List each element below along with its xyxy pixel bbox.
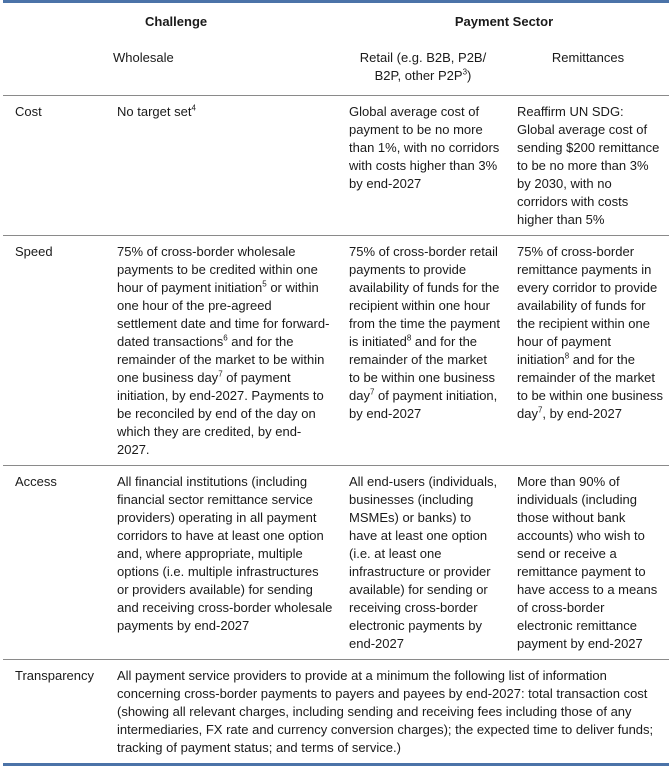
challenge-header: Challenge xyxy=(145,14,208,29)
speed-wholesale-footnote-1: 5 xyxy=(262,279,267,289)
speed-retail-footnote-1: 8 xyxy=(406,333,412,343)
speed-remit-text-a: 75% of cross-border remittance payments in every corridor to provide availability of funds for the recipient within one hour of payment initiation xyxy=(517,244,658,367)
speed-remit-footnote-1: 8 xyxy=(564,351,570,361)
access-row xyxy=(3,466,669,660)
cost-label: Cost xyxy=(3,96,107,236)
cost-row xyxy=(3,96,669,236)
speed-label: Speed xyxy=(3,236,107,466)
header-row xyxy=(3,2,669,38)
speed-wholesale-footnote-2: 6 xyxy=(223,333,228,343)
transparency-text: All payment service providers to provide at a minimum the following list of information concerning cross-border payments to payers and payees by end-2027: total transaction cost (showing all relevant charges, including sending and receiving fees including those of any intermediaries, FX rate and currency conversion charges); the expected time to deliver funds; tracking of payment status; and terms of service.) xyxy=(107,660,669,765)
cost-remittances: Reaffirm UN SDG: Global average cost of sending $200 remittance to be no more than 3% by 2030, with no corridors with costs higher than 5% xyxy=(507,96,669,236)
retail-header-line2: B2P, other P2P xyxy=(374,68,463,83)
retail-header-close: ) xyxy=(467,68,472,83)
speed-row xyxy=(3,236,669,466)
transparency-label: Transparency xyxy=(3,660,107,765)
wholesale-header: Wholesale xyxy=(113,50,174,65)
speed-remit-text-c: , by end-2027 xyxy=(542,406,622,421)
subheader-blank xyxy=(3,37,107,96)
remittances-header: Remittances xyxy=(551,50,625,65)
speed-retail-footnote-2: 7 xyxy=(369,387,375,397)
cost-retail: Global average cost of payment to be no more than 1%, with no corridors with costs higher than 3% by end-2027 xyxy=(339,96,507,236)
speed-wholesale-text-d: of payment initiation, by end-2027. Payments to be reconciled by end of the day on which they are credited, by end-2027. xyxy=(117,370,324,457)
speed-remit-text-b: and for the remainder of the market to be within one business day xyxy=(517,352,663,421)
access-label: Access xyxy=(3,466,107,660)
speed-wholesale xyxy=(107,236,339,466)
retail-header-footnote: 3 xyxy=(462,67,468,77)
speed-remittances xyxy=(507,236,669,466)
cost-wholesale-text: No target set xyxy=(117,104,192,119)
speed-remit-footnote-2: 7 xyxy=(537,405,543,415)
speed-wholesale-text-a: 75% of cross-border wholesale payments to be credited within one hour of payment initiation xyxy=(117,244,318,295)
access-retail: All end-users (individuals, businesses (including MSMEs) or banks) to have at least one option (i.e. at least one infrastructure or provider available) for sending or receiving cross-border electronic payments by end-2027 xyxy=(339,466,507,660)
targets-table xyxy=(3,0,669,766)
access-remittances: More than 90% of individuals (including those without bank accounts) who wish to send or receive a remittance payment to have access to a means of cross-border electronic remittance payment by end-2027 xyxy=(507,466,669,660)
payment-sector-header: Payment Sector xyxy=(454,14,554,29)
retail-header-line1: Retail (e.g. B2B, P2B/ xyxy=(359,50,487,65)
speed-wholesale-text-c: and for the remainder of the market to be within one business day xyxy=(117,334,325,385)
speed-retail-text-b: and for the remainder of the market to be within one business day xyxy=(349,334,495,403)
cost-wholesale xyxy=(107,96,339,236)
access-wholesale: All financial institutions (including financial sector remittance service providers) operating in all payment corridors to have at least one option and, where appropriate, multiple options (i.e. multiple infrastructures or providers available) for sending and receiving cross-border wholesale payments by end-2027 xyxy=(107,466,339,660)
speed-retail-text-c: of payment initiation, by end-2027 xyxy=(349,388,498,421)
subheader-row xyxy=(3,37,669,96)
retail-header xyxy=(339,37,507,96)
speed-wholesale-text-b: or within one hour of the pre-agreed settlement date and time for forward-dated transactions xyxy=(117,280,330,349)
speed-retail-text-a: 75% of cross-border retail payments to provide availability of funds for the recipient within one hour from the time the payment is initiated xyxy=(349,244,501,349)
speed-wholesale-footnote-3: 7 xyxy=(218,369,223,379)
transparency-row xyxy=(3,660,669,765)
cost-wholesale-footnote: 4 xyxy=(191,103,196,113)
speed-retail xyxy=(339,236,507,466)
